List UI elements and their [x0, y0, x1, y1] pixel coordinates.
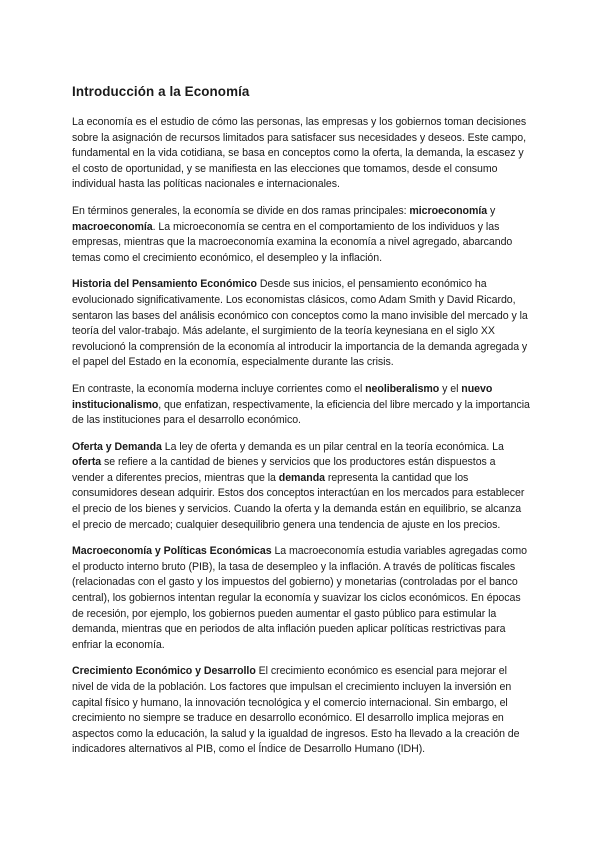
term-nuevo-institucionalismo: nuevo institucionalismo [72, 382, 493, 411]
section-heading-supply-demand: Oferta y Demanda [72, 440, 162, 453]
term-neoliberalismo: neoliberalismo [365, 382, 440, 395]
term-microeconomia: microeconomía [409, 204, 488, 217]
branches-text-1: En términos generales, la economía se divide en dos ramas principales: [72, 204, 410, 217]
modern-text-2: y el [439, 382, 462, 395]
branches-text-2: y [487, 204, 496, 217]
term-macroeconomia: macroeconomía [72, 220, 153, 233]
term-demanda: demanda [278, 471, 325, 484]
supply-demand-text-1: La ley de oferta y demanda es un pilar central en la teoría económica. La [161, 440, 504, 453]
term-oferta: oferta [72, 456, 102, 469]
modern-text-3: , que enfatizan, respectivamente, la eficiencia del libre mercado y la importancia de las instituciones para el desarrollo económico. [72, 398, 530, 427]
paragraph-macro-policy [72, 544, 530, 653]
section-heading-history: Historia del Pensamiento Económico [72, 278, 257, 291]
paragraph-branches [72, 204, 530, 266]
document-title: Introducción a la Economía [72, 84, 250, 99]
paragraph-supply-demand [72, 440, 530, 534]
paragraph-intro-text: La economía es el estudio de cómo las personas, las empresas y los gobiernos toman decisiones sobre la asignación de recursos limitados para satisfacer sus necesidades y deseos. Este campo, fundamental en la vida cotidiana, se basa en conceptos como la oferta, la demanda, la escasez y el costo de oportunidad, y se manifiesta en las elecciones que tomamos, desde el consumo individual hasta las políticas nacionales e internacionales. [72, 116, 527, 191]
branches-text-3: . La microeconomía se centra en el comportamiento de los individuos y las empresas, mientras que la macroeconomía examina la economía a nivel agregado, abarcando temas como el crecimiento económico, el desempleo y la inflación. [72, 220, 513, 264]
modern-text-1: En contraste, la economía moderna incluye corrientes como el [72, 382, 366, 395]
history-text: Desde sus inicios, el pensamiento económico ha evolucionado significativamente. Los economistas clásicos, como Adam Smith y David Ricardo, sentaron las bases del análisis económico con conceptos como la mano invisible del mercado y la teoría del valor-trabajo. Más adelante, el surgimiento de la teoría keynesiana en el siglo XX revolucionó la comprensión de la economía al introducir la importancia de la demanda agregada y el papel del Estado en la economía, especialmente durante las crisis. [72, 278, 528, 369]
supply-demand-text-2: se refiere a la cantidad de bienes y servicios que los productores están dispuestos a vender a diferentes precios, mientras que la [72, 456, 496, 484]
section-heading-macro-policy: Macroeconomía y Políticas Económicas [72, 545, 272, 558]
paragraph-modern [72, 382, 530, 429]
supply-demand-text-3: representa la cantidad que los consumidores desean adquirir. Estos dos conceptos interactúan en los mercados para establecer el precio de los bienes y servicios. Cuando la oferta y la demanda están en equilibrio, se alcanza el precio de mercado; cualquier desequilibrio genera una tendencia de ajuste en los precios. [72, 471, 525, 531]
paragraph-history [72, 277, 530, 371]
macro-policy-text: La macroeconomía estudia variables agregadas como el producto interno bruto (PIB), la tasa de desempleo y la inflación. A través de políticas fiscales (relacionadas con el gasto y los impuestos del gobierno) y monetarias (controladas por el banco central), los gobiernos intentan regular la economía y suavizar los ciclos económicos. En épocas de recesión, por ejemplo, los gobiernos pueden aumentar el gasto público para estimular la demanda, mientras que en periodos de alta inflación pueden aplicar políticas restrictivas para enfriar la economía. [72, 545, 527, 651]
growth-text: El crecimiento económico es esencial para mejorar el nivel de vida de la población. Los factores que impulsan el crecimiento incluyen la inversión en capital físico y humano, la innovación tecnológica y el comercio internacional. Sin embargo, el crecimiento no siempre se traduce en desarrollo económico. El desarrollo implica mejoras en aspectos como la educación, la salud y la igualdad de ingresos. Esto ha llevado a la creación de indicadores alternativos al PIB, como el Índice de Desarrollo Humano (IDH). [72, 665, 520, 756]
paragraph-growth [72, 664, 530, 758]
paragraph-intro [72, 115, 530, 193]
section-heading-growth: Crecimiento Económico y Desarrollo [72, 665, 256, 678]
